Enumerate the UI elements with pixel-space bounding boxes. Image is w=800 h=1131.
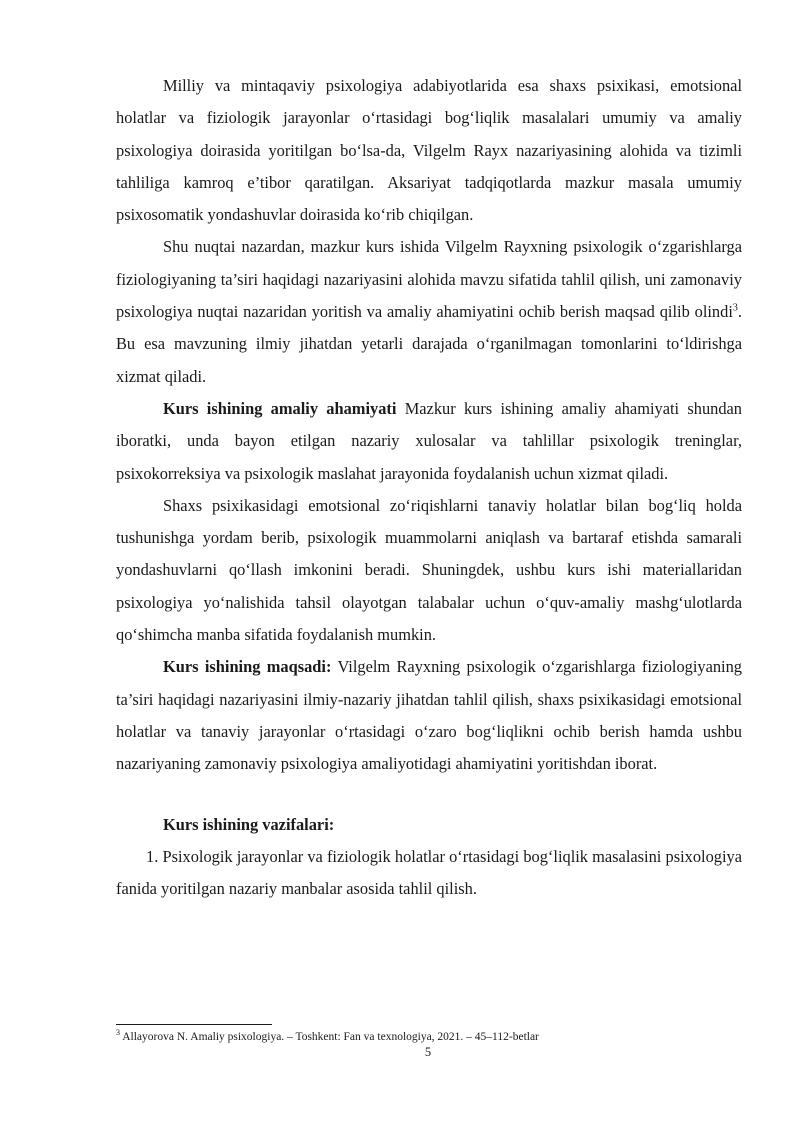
paragraph-practical-significance	[116, 393, 742, 490]
paragraph-text: Mazkur kurs ishining amaliy ahamiyati shundan iboratki, unda bayon etilgan nazariy xulosalar va tahlillar psixologik treninglar, psixokorreksiya va psixologik maslahat jarayonida foydalanish uchun xizmat qiladi.	[116, 398, 743, 483]
paragraph-text: Vilgelm Rayxning psixologik o‘zgarishlarga fiziologiyaning ta’siri haqidagi nazariyasini ilmiy-nazariy jihatdan tahlil qilish, shaxs psixikasidagi emotsional holatlar va tanaviy jarayonlar o‘rtasidagi o‘zaro bog‘liqlikni ochib berish hamda ushbu nazariyaning zamonaviy psixologiya amaliyotidagi ahamiyatini yoritishdan iborat.	[116, 657, 743, 774]
paragraph-text: Shu nuqtai nazardan, mazkur kurs ishida Vilgelm Rayxning psixologik o‘zgarishlarga fiziologiyaning ta’siri haqidagi nazariyasini alohida mavzu sifatida tahlil qilish, uni zamonaviy psixologiya nuqtai nazaridan yoritish va amaliy ahamiyatini ochib berish maqsad qilib olindi	[116, 237, 742, 322]
section-label: Kurs ishining amaliy ahamiyati	[163, 398, 397, 418]
footnote-mark: 3	[116, 1028, 120, 1038]
paragraph-text: . Bu esa mavzuning ilmiy jihatdan yetarli darajada o‘rganilmagan tomonlarini to‘ldirishga xizmat qiladi.	[116, 302, 742, 386]
paragraph-practical-use	[116, 490, 742, 651]
footnote-reference: 3	[732, 302, 738, 314]
footnote-text: Allayorova N. Amaliy psixologiya. – Toshkent: Fan va texnologiya, 2021. – 45–112-betlar	[120, 1031, 539, 1043]
paragraph-text: Shaxs psixikasidagi emotsional zo‘riqishlarni tanaviy holatlar bilan bog‘liq holda tushunishga yordam berib, psixologik muammolarni aniqlash va bartaraf etishda samarali yondashuvlarni qo‘llash imkonini beradi. Shuningdek, ushbu kurs ishi materiallaridan psixologiya yo‘nalishida tahsil olayotgan talabalar uchun o‘quv-amaliy mashg‘ulotlarda qo‘shimcha manba sifatida foydalanish mumkin.	[116, 495, 742, 645]
tasks-heading: Kurs ishining vazifalari:	[163, 814, 335, 834]
page-number: 5	[424, 1045, 432, 1059]
task-item-1: 1. Psixologik jarayonlar va fiziologik holatlar o‘rtasidagi bog‘liqlik masalasini psixologiya fanida yoritilgan nazariy manbalar asosida tahlil qilish.	[116, 846, 742, 899]
footnote	[116, 1030, 742, 1044]
paragraph-national-literature	[116, 70, 742, 231]
paragraph-research-aim-context	[116, 231, 742, 392]
paragraph-purpose	[116, 651, 742, 780]
blank-line	[116, 781, 742, 809]
paragraph-text: Milliy va mintaqaviy psixologiya adabiyotlarida esa shaxs psixikasi, emotsional holatlar va fiziologik jarayonlar o‘rtasidagi bog‘liqlik masalalari umumiy va amaliy psixologiya doirasida yoritilgan bo‘lsa-da, Vilgelm Rayx nazariyasining alohida va tizimli tahliliga kamroq e’tibor qaratilgan. Aksariyat tadqiqotlarda mazkur masala umumiy psixosomatik yondashuvlar doirasida ko‘rib chiqilgan.	[116, 76, 742, 225]
footnote-divider	[116, 1024, 272, 1025]
section-label: Kurs ishining maqsadi:	[163, 657, 332, 677]
document-body	[116, 70, 742, 905]
